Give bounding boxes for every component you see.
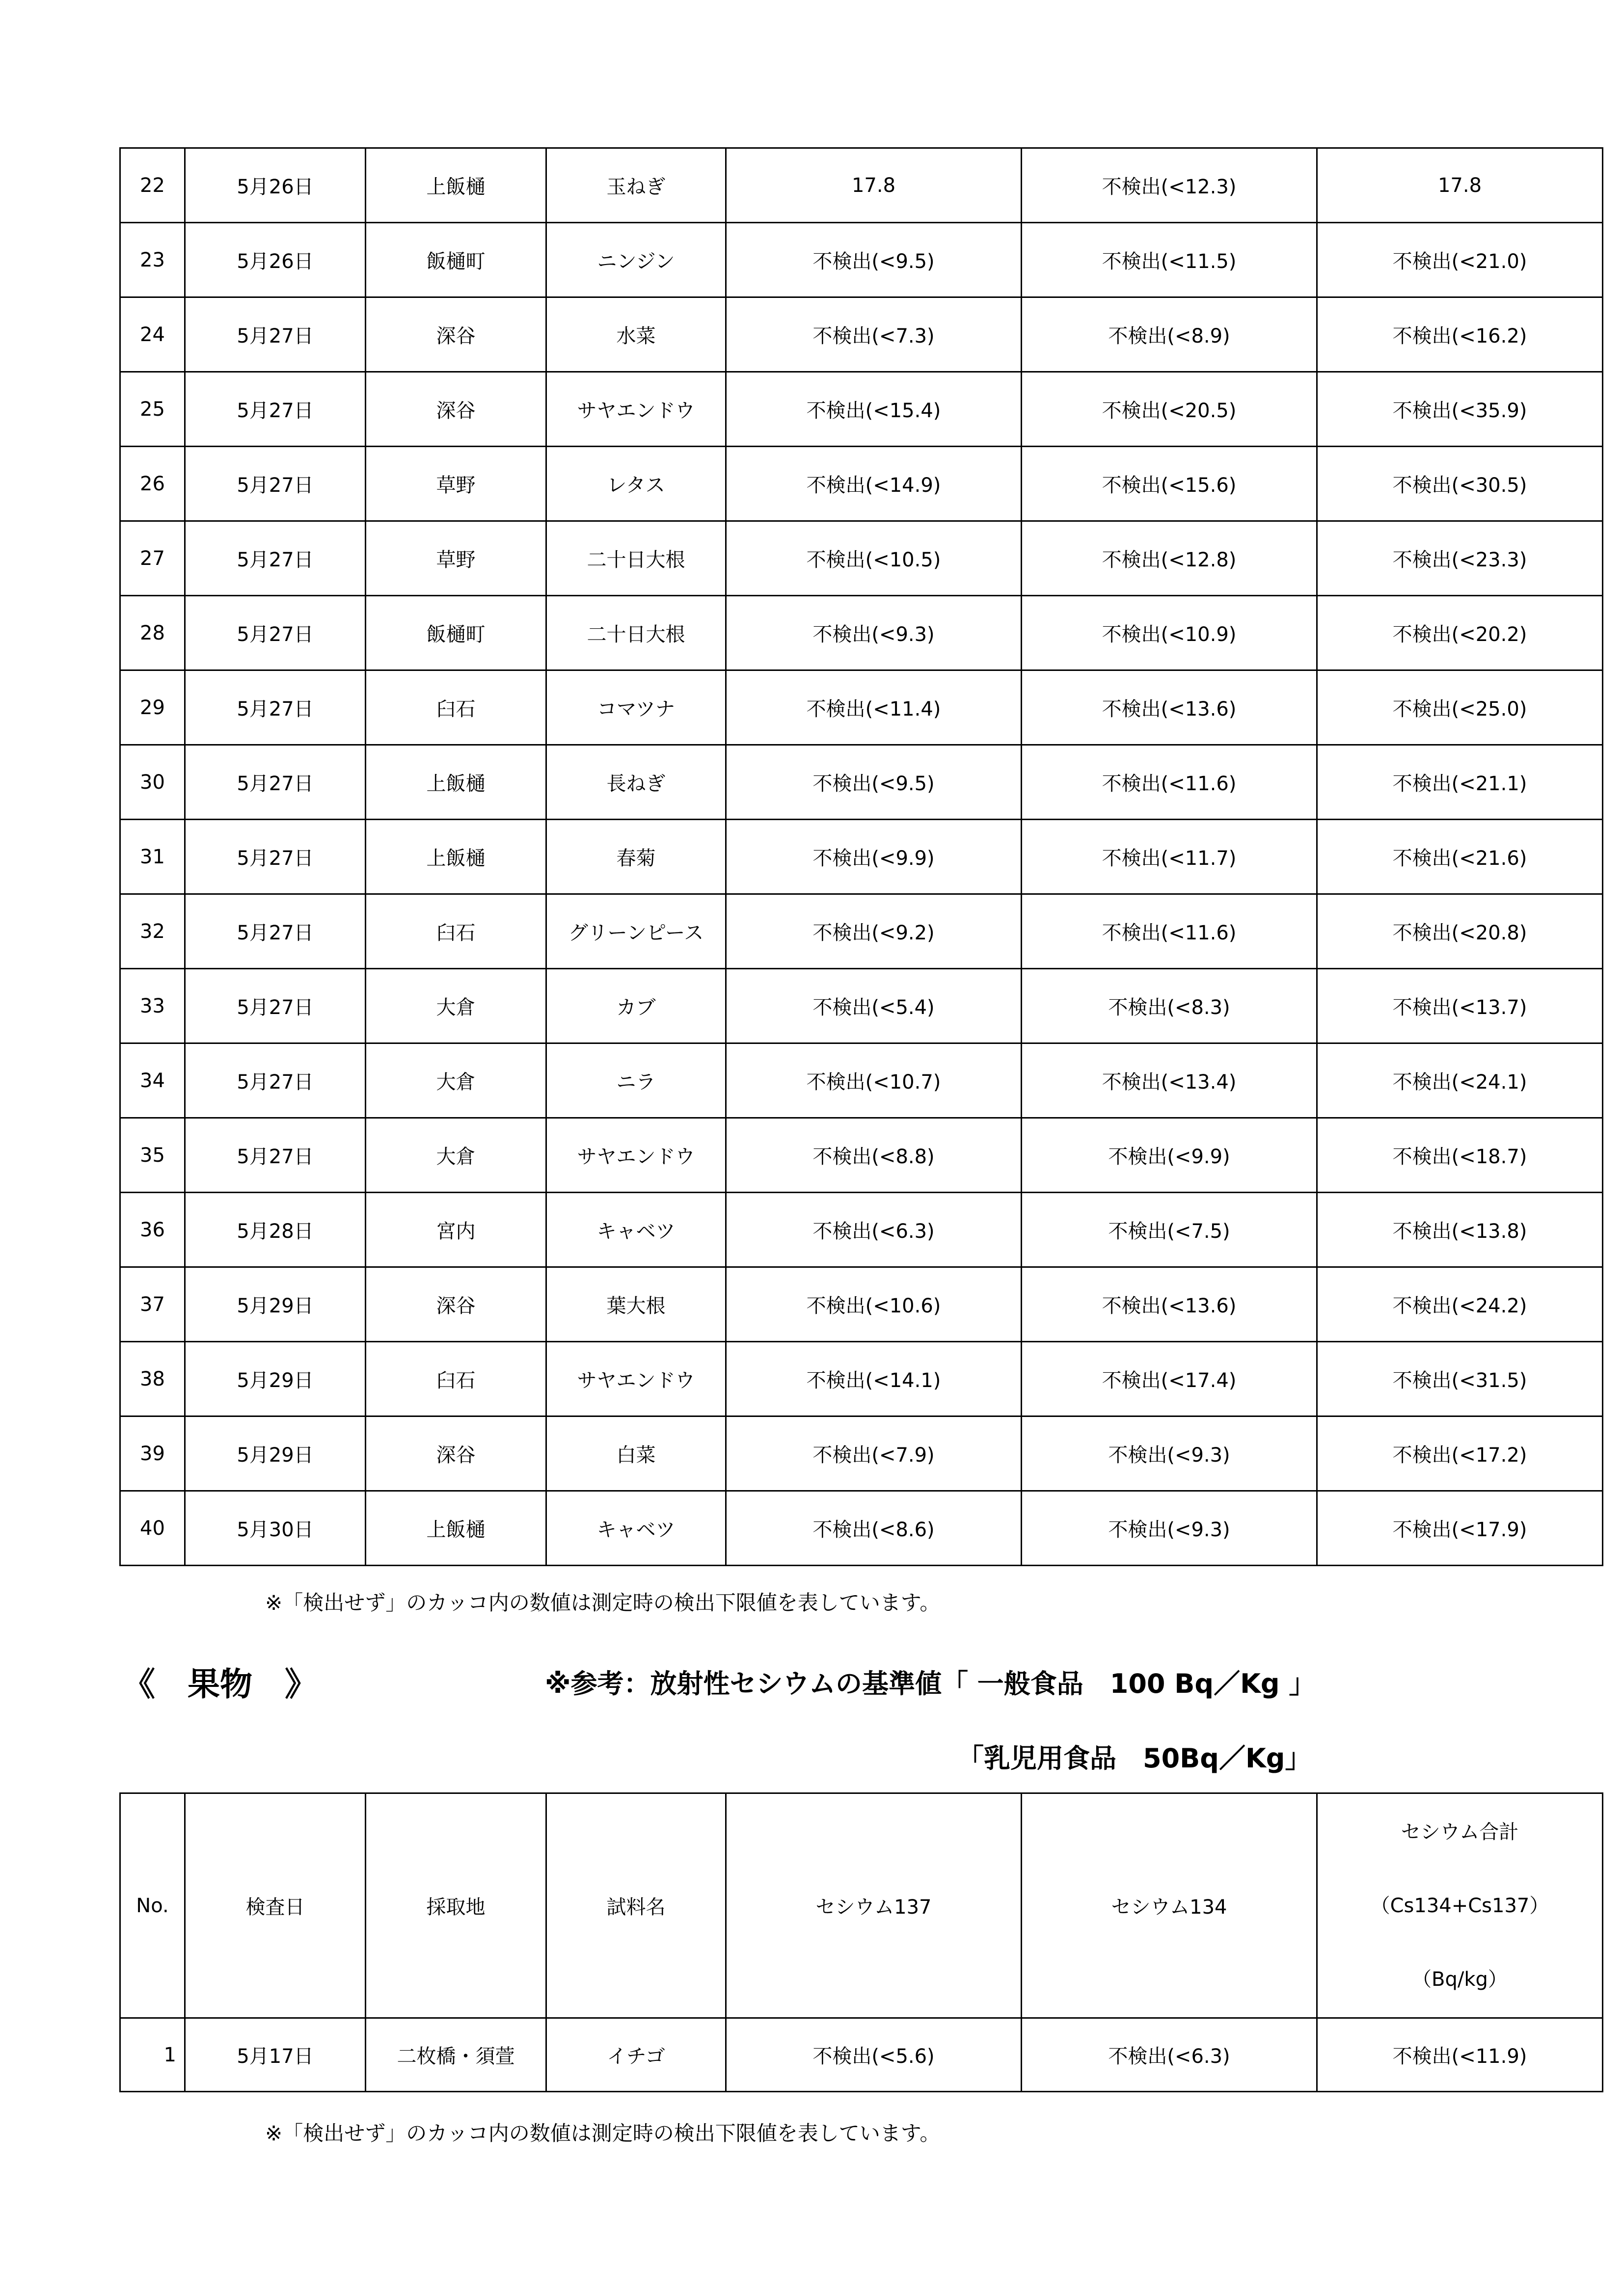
cell-sample: ニンジン xyxy=(546,223,726,297)
cell-total: 不検出(<11.9) xyxy=(1317,2018,1603,2092)
fruit-results-table xyxy=(119,1792,1603,2092)
cell-cs134: 不検出(<6.3) xyxy=(1022,2018,1317,2092)
table-row xyxy=(120,1193,1603,1267)
cell-no: 28 xyxy=(120,596,185,670)
cell-cs134: 不検出(<11.7) xyxy=(1022,820,1317,894)
cell-date: 5月29日 xyxy=(185,1416,366,1491)
cell-total: 不検出(<35.9) xyxy=(1317,372,1603,447)
cell-cs137: 不検出(<8.6) xyxy=(726,1491,1022,1566)
cell-cs134: 不検出(<13.6) xyxy=(1022,670,1317,745)
cell-total: 不検出(<13.7) xyxy=(1317,969,1603,1043)
cell-location: 上飯樋 xyxy=(366,148,546,223)
cell-no: 34 xyxy=(120,1043,185,1118)
cell-date: 5月28日 xyxy=(185,1193,366,1267)
table-row xyxy=(120,148,1603,223)
cell-total: 不検出(<30.5) xyxy=(1317,447,1603,521)
table-row xyxy=(120,1118,1603,1193)
detection-limit-note: ※「検出せず」のカッコ内の数値は測定時の検出下限値を表しています。 xyxy=(265,1591,941,1615)
table-row xyxy=(120,670,1603,745)
cell-location: 臼石 xyxy=(366,670,546,745)
cell-cs134: 不検出(<7.5) xyxy=(1022,1193,1317,1267)
cell-total: 不検出(<21.1) xyxy=(1317,745,1603,820)
reference-standard-infant: 「乳児用食品 50Bq／Kg」 xyxy=(957,1743,1312,1774)
cell-location: 二枚橋・須萱 xyxy=(366,2018,546,2092)
cell-date: 5月27日 xyxy=(185,1118,366,1193)
cell-date: 5月27日 xyxy=(185,1043,366,1118)
cell-sample: 白菜 xyxy=(546,1416,726,1491)
cell-date: 5月26日 xyxy=(185,148,366,223)
cell-cs134: 不検出(<13.4) xyxy=(1022,1043,1317,1118)
cell-cs134: 不検出(<12.3) xyxy=(1022,148,1317,223)
cell-no: 36 xyxy=(120,1193,185,1267)
cell-cs137: 不検出(<5.6) xyxy=(726,2018,1022,2092)
cell-cs137: 不検出(<9.9) xyxy=(726,820,1022,894)
cell-sample: 長ねぎ xyxy=(546,745,726,820)
cell-total: 不検出(<23.3) xyxy=(1317,521,1603,596)
cell-sample: 葉大根 xyxy=(546,1267,726,1342)
table-row xyxy=(120,2018,1603,2092)
cell-total: 不検出(<20.2) xyxy=(1317,596,1603,670)
cell-no: 31 xyxy=(120,820,185,894)
table-row xyxy=(120,820,1603,894)
cell-total: 不検出(<31.5) xyxy=(1317,1342,1603,1416)
cell-cs134: 不検出(<11.6) xyxy=(1022,745,1317,820)
cell-sample: 玉ねぎ xyxy=(546,148,726,223)
cell-location: 上飯樋 xyxy=(366,820,546,894)
cell-date: 5月17日 xyxy=(185,2018,366,2092)
cell-cs134: 不検出(<9.9) xyxy=(1022,1118,1317,1193)
header-sample: 試料名 xyxy=(546,1793,726,2018)
cell-total: 不検出(<17.2) xyxy=(1317,1416,1603,1491)
cell-cs134: 不検出(<15.6) xyxy=(1022,447,1317,521)
header-no: No. xyxy=(120,1793,185,2018)
cell-date: 5月27日 xyxy=(185,372,366,447)
table-row xyxy=(120,894,1603,969)
cell-date: 5月27日 xyxy=(185,447,366,521)
cell-location: 大倉 xyxy=(366,969,546,1043)
cell-date: 5月27日 xyxy=(185,820,366,894)
cell-location: 草野 xyxy=(366,447,546,521)
cell-no: 22 xyxy=(120,148,185,223)
cell-location: 大倉 xyxy=(366,1118,546,1193)
cell-sample: 二十日大根 xyxy=(546,521,726,596)
cell-no: 32 xyxy=(120,894,185,969)
cell-sample: キャベツ xyxy=(546,1193,726,1267)
cell-cs134: 不検出(<20.5) xyxy=(1022,372,1317,447)
cell-cs137: 不検出(<14.9) xyxy=(726,447,1022,521)
cell-date: 5月27日 xyxy=(185,670,366,745)
cell-cs134: 不検出(<11.5) xyxy=(1022,223,1317,297)
cell-total: 不検出(<16.2) xyxy=(1317,297,1603,372)
header-total-label: セシウム合計 xyxy=(1401,1820,1519,1843)
cell-no: 23 xyxy=(120,223,185,297)
cell-cs134: 不検出(<8.9) xyxy=(1022,297,1317,372)
cell-no: 29 xyxy=(120,670,185,745)
cell-cs137: 17.8 xyxy=(726,148,1022,223)
cell-cs137: 不検出(<11.4) xyxy=(726,670,1022,745)
cell-no: 38 xyxy=(120,1342,185,1416)
cell-cs134: 不検出(<11.6) xyxy=(1022,894,1317,969)
cell-no: 37 xyxy=(120,1267,185,1342)
cell-no: 25 xyxy=(120,372,185,447)
cell-date: 5月27日 xyxy=(185,745,366,820)
cell-location: 深谷 xyxy=(366,372,546,447)
cell-cs137: 不検出(<14.1) xyxy=(726,1342,1022,1416)
cell-location: 臼石 xyxy=(366,1342,546,1416)
cell-total: 不検出(<18.7) xyxy=(1317,1118,1603,1193)
table-row xyxy=(120,521,1603,596)
table-row xyxy=(120,1416,1603,1491)
cell-sample: キャベツ xyxy=(546,1491,726,1566)
cell-cs137: 不検出(<8.8) xyxy=(726,1118,1022,1193)
cell-date: 5月27日 xyxy=(185,596,366,670)
cell-date: 5月30日 xyxy=(185,1491,366,1566)
cell-cs137: 不検出(<9.5) xyxy=(726,745,1022,820)
cell-sample: グリーンピース xyxy=(546,894,726,969)
cell-cs137: 不検出(<6.3) xyxy=(726,1193,1022,1267)
cell-cs137: 不検出(<7.9) xyxy=(726,1416,1022,1491)
cell-cs137: 不検出(<9.5) xyxy=(726,223,1022,297)
cell-cs134: 不検出(<13.6) xyxy=(1022,1267,1317,1342)
table-header-row xyxy=(120,1793,1603,2018)
cell-location: 上飯樋 xyxy=(366,1491,546,1566)
cell-sample: 春菊 xyxy=(546,820,726,894)
cell-no: 1 xyxy=(120,2018,185,2092)
cell-no: 33 xyxy=(120,969,185,1043)
table-row xyxy=(120,297,1603,372)
cell-no: 30 xyxy=(120,745,185,820)
cell-cs137: 不検出(<15.4) xyxy=(726,372,1022,447)
cell-no: 39 xyxy=(120,1416,185,1491)
cell-no: 24 xyxy=(120,297,185,372)
cell-total: 不検出(<24.2) xyxy=(1317,1267,1603,1342)
cell-cs134: 不検出(<9.3) xyxy=(1022,1416,1317,1491)
table-row xyxy=(120,969,1603,1043)
table-row xyxy=(120,223,1603,297)
header-total xyxy=(1317,1793,1603,2018)
section-title-fruit: 《 果物 》 xyxy=(123,1665,317,1703)
cell-location: 大倉 xyxy=(366,1043,546,1118)
cell-location: 深谷 xyxy=(366,1267,546,1342)
table-row xyxy=(120,447,1603,521)
header-total-unit: （Bq/kg） xyxy=(1412,1968,1508,1991)
cell-no: 26 xyxy=(120,447,185,521)
cell-cs134: 不検出(<8.3) xyxy=(1022,969,1317,1043)
cell-sample: サヤエンドウ xyxy=(546,1342,726,1416)
vegetable-results-table xyxy=(119,147,1603,1566)
cell-cs137: 不検出(<10.7) xyxy=(726,1043,1022,1118)
cell-location: 飯樋町 xyxy=(366,596,546,670)
cell-cs137: 不検出(<7.3) xyxy=(726,297,1022,372)
cell-date: 5月27日 xyxy=(185,297,366,372)
cell-date: 5月27日 xyxy=(185,969,366,1043)
reference-standard-general: ※参考：放射性セシウムの基準値「 一般食品 100 Bq／Kg 」 xyxy=(545,1668,1316,1699)
table-row xyxy=(120,1342,1603,1416)
header-date: 検査日 xyxy=(185,1793,366,2018)
cell-cs134: 不検出(<12.8) xyxy=(1022,521,1317,596)
detection-limit-note: ※「検出せず」のカッコ内の数値は測定時の検出下限値を表しています。 xyxy=(265,2121,941,2145)
cell-sample: サヤエンドウ xyxy=(546,372,726,447)
cell-cs134: 不検出(<10.9) xyxy=(1022,596,1317,670)
cell-total: 不検出(<25.0) xyxy=(1317,670,1603,745)
cell-date: 5月29日 xyxy=(185,1267,366,1342)
cell-sample: 水菜 xyxy=(546,297,726,372)
cell-total: 不検出(<13.8) xyxy=(1317,1193,1603,1267)
cell-sample: コマツナ xyxy=(546,670,726,745)
table-row xyxy=(120,745,1603,820)
cell-location: 上飯樋 xyxy=(366,745,546,820)
cell-no: 40 xyxy=(120,1491,185,1566)
cell-sample: レタス xyxy=(546,447,726,521)
cell-no: 27 xyxy=(120,521,185,596)
table-row xyxy=(120,1043,1603,1118)
table-row xyxy=(120,1267,1603,1342)
table-row xyxy=(120,596,1603,670)
header-location: 採取地 xyxy=(366,1793,546,2018)
header-cs137: セシウム137 xyxy=(726,1793,1022,2018)
cell-cs137: 不検出(<9.3) xyxy=(726,596,1022,670)
table-row xyxy=(120,1491,1603,1566)
cell-sample: 二十日大根 xyxy=(546,596,726,670)
cell-cs134: 不検出(<9.3) xyxy=(1022,1491,1317,1566)
cell-location: 宮内 xyxy=(366,1193,546,1267)
cell-cs137: 不検出(<10.5) xyxy=(726,521,1022,596)
cell-date: 5月29日 xyxy=(185,1342,366,1416)
cell-location: 飯樋町 xyxy=(366,223,546,297)
cell-cs137: 不検出(<9.2) xyxy=(726,894,1022,969)
cell-sample: イチゴ xyxy=(546,2018,726,2092)
cell-total: 不検出(<20.8) xyxy=(1317,894,1603,969)
cell-cs137: 不検出(<5.4) xyxy=(726,969,1022,1043)
cell-total: 不検出(<17.9) xyxy=(1317,1491,1603,1566)
cell-sample: カブ xyxy=(546,969,726,1043)
cell-location: 草野 xyxy=(366,521,546,596)
cell-location: 深谷 xyxy=(366,297,546,372)
cell-no: 35 xyxy=(120,1118,185,1193)
cell-total: 不検出(<21.6) xyxy=(1317,820,1603,894)
cell-date: 5月26日 xyxy=(185,223,366,297)
cell-sample: サヤエンドウ xyxy=(546,1118,726,1193)
header-total-formula: （Cs134+Cs137） xyxy=(1370,1894,1549,1917)
cell-date: 5月27日 xyxy=(185,894,366,969)
cell-total: 不検出(<21.0) xyxy=(1317,223,1603,297)
table-row xyxy=(120,372,1603,447)
header-cs134: セシウム134 xyxy=(1022,1793,1317,2018)
cell-cs134: 不検出(<17.4) xyxy=(1022,1342,1317,1416)
cell-total: 17.8 xyxy=(1317,148,1603,223)
cell-location: 臼石 xyxy=(366,894,546,969)
cell-sample: ニラ xyxy=(546,1043,726,1118)
cell-location: 深谷 xyxy=(366,1416,546,1491)
cell-total: 不検出(<24.1) xyxy=(1317,1043,1603,1118)
cell-cs137: 不検出(<10.6) xyxy=(726,1267,1022,1342)
cell-date: 5月27日 xyxy=(185,521,366,596)
